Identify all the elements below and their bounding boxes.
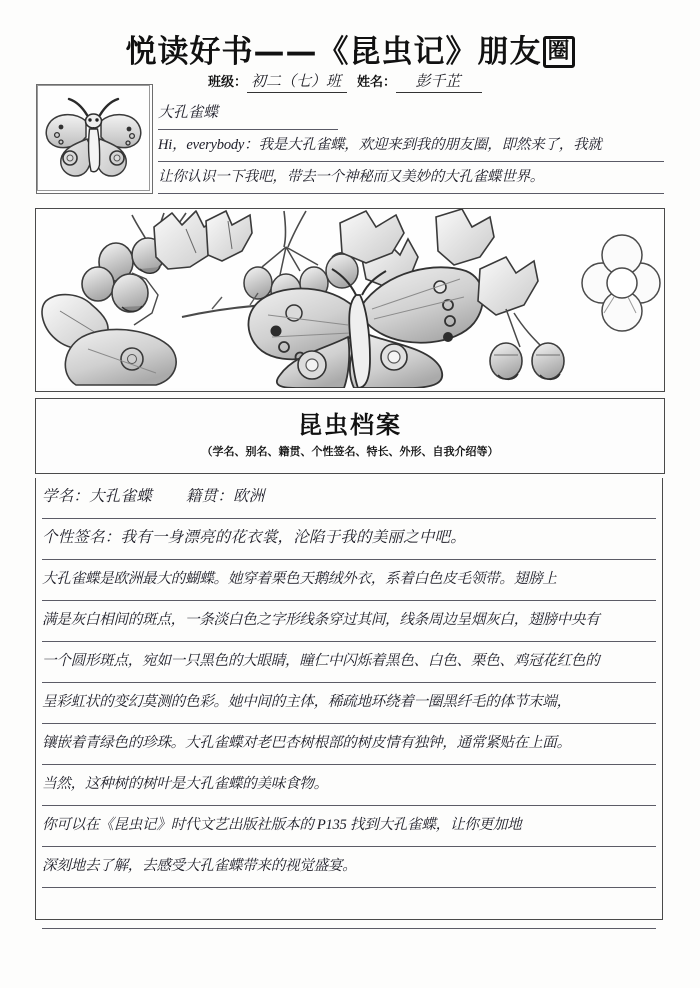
page-title xyxy=(0,26,700,71)
butterfly-scene-illustration xyxy=(36,209,661,388)
body-line-4: 呈彩虹状的变幻莫测的色彩。她中间的主体，稀疏地环绕着一圈黑纤毛的体节末端， xyxy=(42,683,656,724)
scientific-name-value: 大孔雀蝶 xyxy=(89,488,152,505)
main-illustration-panel xyxy=(35,208,665,392)
page-title-seal: 圈 xyxy=(543,36,574,68)
insect-file-subtitle: （学名、别名、籍贯、个性签名、特长、外形、自我介绍等） xyxy=(201,445,499,458)
origin-value: 欧洲 xyxy=(233,488,265,505)
body-line-8: 深刻地去了解，去感受大孔雀蝶带来的视觉盛宴。 xyxy=(42,847,656,888)
butterfly-thumbnail-frame xyxy=(36,84,153,194)
insect-file-header-box xyxy=(35,398,665,474)
signature-value: 我有一身漂亮的花衣裳，沦陷于我的美丽之中吧。 xyxy=(120,529,466,546)
body-line-5: 镶嵌着青绿色的珍珠。大孔雀蝶对老巴杏树根部的树皮情有独钟，通常紧贴在上面。 xyxy=(42,724,656,765)
insect-file-body xyxy=(35,478,663,920)
class-value: 初二（七）班 xyxy=(247,70,347,93)
body-line-7: 你可以在《昆虫记》时代文艺出版社版本的 P135 找到大孔雀蝶，让你更加地 xyxy=(42,806,656,847)
body-line-1: 大孔雀蝶是欧洲最大的蝴蝶。她穿着栗色天鹅绒外衣，系着白色皮毛领带。翅膀上 xyxy=(42,560,656,601)
name-label: 姓名： xyxy=(357,75,397,90)
butterfly-thumbnail-icon xyxy=(37,85,150,191)
class-label: 班级： xyxy=(207,75,247,90)
signature-label: 个性签名： xyxy=(42,529,121,546)
intro-subject: 大孔雀蝶 xyxy=(158,98,338,130)
intro-block xyxy=(158,98,664,194)
body-line-2: 满是灰白相间的斑点，一条淡白色之字形线条穿过其间，线条周边呈烟灰白，翅膀中央有 xyxy=(42,601,656,642)
field-row-scientific-origin xyxy=(42,478,656,519)
body-line-blank-1 xyxy=(42,888,656,929)
body-line-3: 一个圆形斑点，宛如一只黑色的大眼睛，瞳仁中闪烁着黑色、白色、栗色、鸡冠花红色的 xyxy=(42,642,656,683)
body-line-6: 当然，这种树的树叶是大孔雀蝶的美味食物。 xyxy=(42,765,656,806)
intro-line-2: 让你认识一下我吧，带去一个神秘而又美妙的大孔雀蝶世界。 xyxy=(158,162,664,194)
intro-line-1: Hi，everybody：我是大孔雀蝶，欢迎来到我的朋友圈，即然来了，我就 xyxy=(158,130,664,162)
insect-file-title: 昆虫档案 xyxy=(298,411,402,439)
origin-label: 籍贯： xyxy=(185,488,234,505)
page-title-text: 悦读好书——《昆虫记》朋友 xyxy=(125,34,542,70)
scientific-name-label: 学名： xyxy=(42,488,90,505)
field-row-signature xyxy=(42,519,656,560)
name-value: 彭千芷 xyxy=(396,70,482,93)
